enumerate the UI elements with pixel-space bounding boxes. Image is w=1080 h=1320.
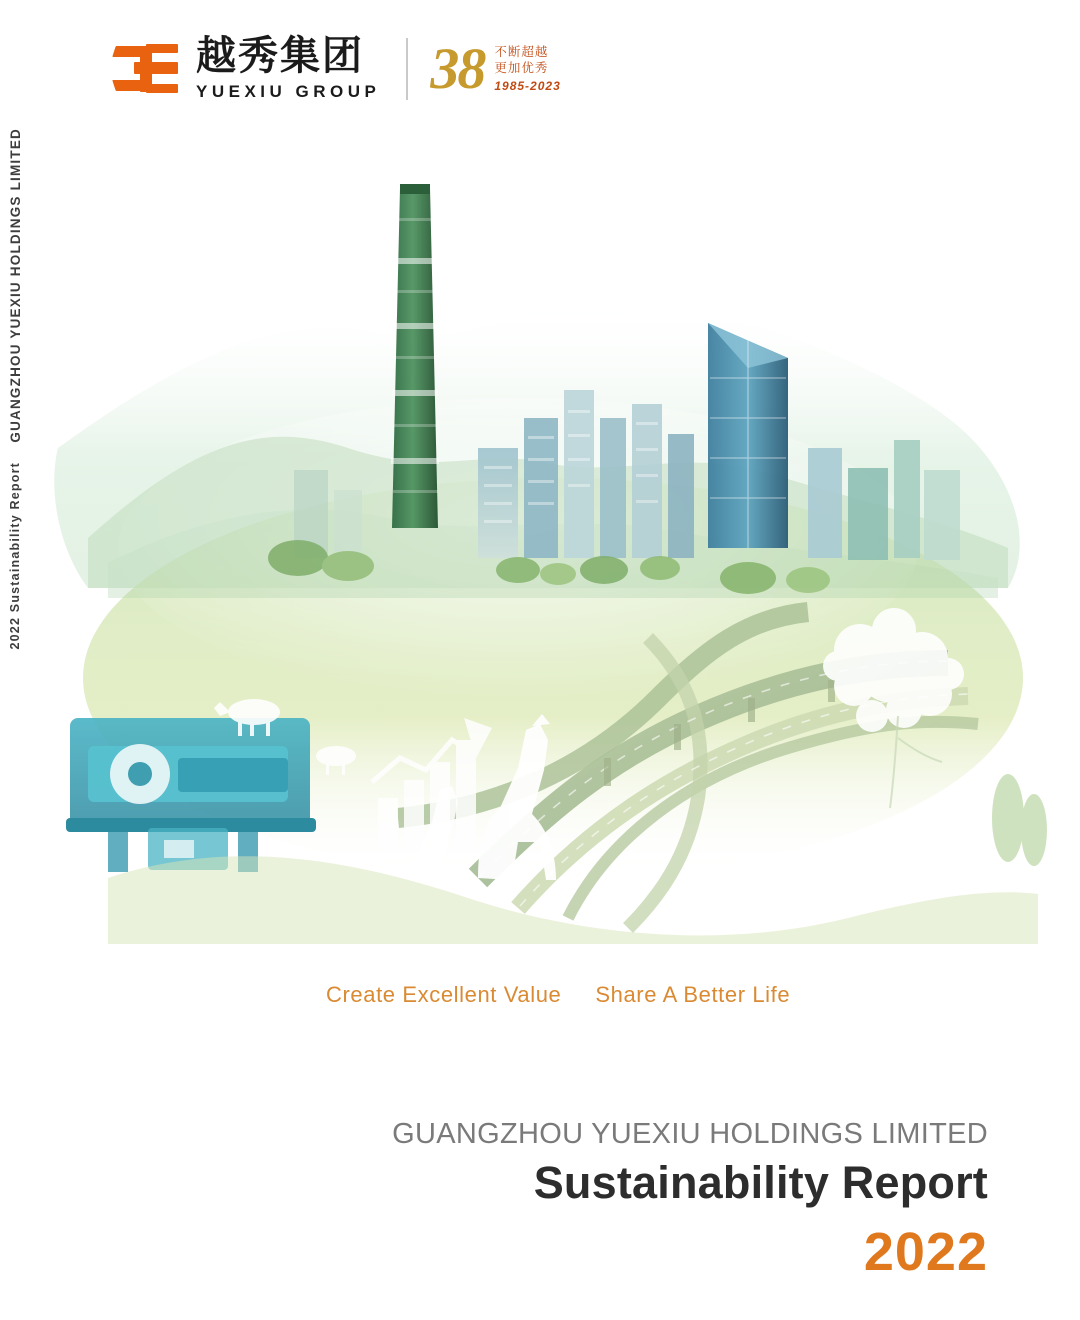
anniversary-slogan-line1: 不断超越 <box>494 44 549 60</box>
tagline-left: Create Excellent Value <box>326 982 562 1007</box>
cover-report-year: 2022 <box>863 1222 988 1282</box>
cover-illustration <box>48 118 1058 948</box>
rooster <box>810 852 873 924</box>
tagline-right: Share A Better Life <box>595 982 791 1007</box>
logo-wordmark <box>196 33 381 102</box>
cover-tagline <box>326 982 790 1008</box>
anniversary-slogan-line2: 更加优秀 <box>494 60 549 75</box>
logo-divider <box>406 38 408 100</box>
anniversary-years: 1985-2023 <box>494 78 561 93</box>
yuexiu-ye-monogram-icon <box>112 38 186 100</box>
paper-mill-machine <box>66 718 316 872</box>
logo-english-name: YUEXIU GROUP <box>196 82 381 101</box>
logo-chinese-name: 越秀集团 <box>196 33 364 79</box>
guangzhou-idx-tower <box>708 323 788 548</box>
cover-report-title: Sustainability Report <box>533 1157 988 1208</box>
spine-report-name: 2022 Sustainability Report <box>8 462 22 650</box>
cover-title-block <box>392 1118 988 1283</box>
anniversary-badge <box>430 36 561 102</box>
cover-company-name: GUANGZHOU YUEXIU HOLDINGS LIMITED <box>392 1118 988 1150</box>
spine-company-name: GUANGZHOU YUEXIU HOLDINGS LIMITED <box>8 128 23 443</box>
brand-logo <box>112 28 561 110</box>
guangzhou-ctf-tower <box>391 184 439 528</box>
anniversary-number: 38 <box>430 36 485 102</box>
